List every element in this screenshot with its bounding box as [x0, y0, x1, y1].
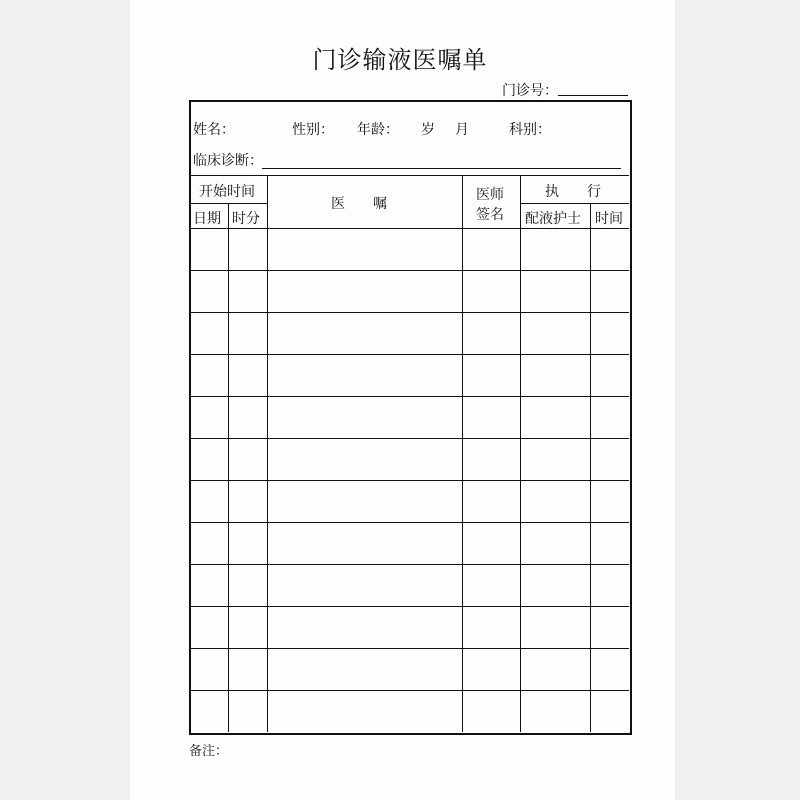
- visit-number-field[interactable]: [558, 95, 628, 96]
- age-year-unit: 岁: [421, 122, 435, 138]
- table-cell[interactable]: [591, 649, 628, 689]
- table-cell[interactable]: [268, 649, 461, 689]
- header-order: 医 嘱: [331, 196, 387, 212]
- table-cell[interactable]: [521, 313, 589, 353]
- table-cell[interactable]: [191, 439, 227, 479]
- table-cell[interactable]: [591, 523, 628, 563]
- sex-label: 性别：: [292, 122, 334, 138]
- table-cell[interactable]: [591, 271, 628, 311]
- table-cell[interactable]: [521, 355, 589, 395]
- diagnosis-field[interactable]: [262, 168, 621, 169]
- table-cell[interactable]: [463, 607, 519, 647]
- table-cell[interactable]: [268, 229, 461, 269]
- header-time-hm: 时分: [232, 211, 260, 227]
- table-cell[interactable]: [591, 397, 628, 437]
- form-title: 门诊输液医嘱单: [312, 46, 488, 74]
- table-cell[interactable]: [191, 607, 227, 647]
- remark-label: 备注：: [189, 744, 229, 759]
- table-cell[interactable]: [191, 397, 227, 437]
- table-cell[interactable]: [463, 481, 519, 521]
- table-cell[interactable]: [268, 355, 461, 395]
- table-cell[interactable]: [463, 229, 519, 269]
- table-cell[interactable]: [229, 397, 266, 437]
- table-cell[interactable]: [521, 271, 589, 311]
- table-cell[interactable]: [591, 691, 628, 731]
- table-cell[interactable]: [268, 271, 461, 311]
- table-cell[interactable]: [591, 565, 628, 605]
- table-cell[interactable]: [268, 565, 461, 605]
- table-cell[interactable]: [191, 649, 227, 689]
- table-cell[interactable]: [591, 229, 628, 269]
- table-cell[interactable]: [521, 607, 589, 647]
- header-top-line: [190, 175, 629, 176]
- table-cell[interactable]: [268, 607, 461, 647]
- table-cell[interactable]: [191, 229, 227, 269]
- header-nurse: 配液护士: [525, 211, 581, 227]
- table-cell[interactable]: [463, 691, 519, 731]
- table-cell[interactable]: [191, 313, 227, 353]
- table-cell[interactable]: [229, 271, 266, 311]
- department-label: 科别：: [509, 122, 551, 138]
- table-cell[interactable]: [463, 313, 519, 353]
- table-cell[interactable]: [191, 691, 227, 731]
- execute-subline: [520, 203, 629, 204]
- age-month-unit: 月: [455, 122, 469, 138]
- table-cell[interactable]: [591, 439, 628, 479]
- table-cell[interactable]: [268, 313, 461, 353]
- table-cell[interactable]: [521, 649, 589, 689]
- name-label: 姓名：: [193, 122, 235, 138]
- table-cell[interactable]: [229, 439, 266, 479]
- table-cell[interactable]: [229, 229, 266, 269]
- header-date: 日期: [193, 211, 221, 227]
- table-cell[interactable]: [268, 397, 461, 437]
- table-cell[interactable]: [521, 523, 589, 563]
- table-cell[interactable]: [229, 649, 266, 689]
- table-cell[interactable]: [463, 355, 519, 395]
- table-cell[interactable]: [463, 439, 519, 479]
- header-doctor-line2: 签名: [476, 207, 504, 223]
- table-cell[interactable]: [591, 355, 628, 395]
- table-cell[interactable]: [229, 565, 266, 605]
- table-cell[interactable]: [463, 271, 519, 311]
- table-cell[interactable]: [521, 439, 589, 479]
- table-cell[interactable]: [229, 523, 266, 563]
- table-cell[interactable]: [463, 523, 519, 563]
- header-exec-time: 时间: [595, 211, 623, 227]
- table-cell[interactable]: [229, 691, 266, 731]
- table-cell[interactable]: [521, 565, 589, 605]
- table-cell[interactable]: [463, 565, 519, 605]
- table-cell[interactable]: [591, 607, 628, 647]
- table-cell[interactable]: [268, 523, 461, 563]
- diagnosis-label: 临床诊断：: [193, 153, 263, 169]
- table-cell[interactable]: [229, 313, 266, 353]
- table-cell[interactable]: [591, 481, 628, 521]
- table-cell[interactable]: [268, 691, 461, 731]
- table-cell[interactable]: [268, 481, 461, 521]
- table-cell[interactable]: [521, 229, 589, 269]
- header-execute: 执 行: [545, 184, 601, 200]
- table-cell[interactable]: [591, 313, 628, 353]
- table-cell[interactable]: [521, 397, 589, 437]
- age-label: 年龄：: [357, 122, 399, 138]
- header-doctor-line1: 医师: [476, 187, 504, 203]
- table-cell[interactable]: [191, 481, 227, 521]
- table-cell[interactable]: [463, 397, 519, 437]
- table-cell[interactable]: [191, 355, 227, 395]
- table-cell[interactable]: [229, 607, 266, 647]
- table-cell[interactable]: [191, 271, 227, 311]
- visit-number-label: 门诊号：: [502, 83, 558, 99]
- table-cell[interactable]: [521, 691, 589, 731]
- table-cell[interactable]: [191, 523, 227, 563]
- table-cell[interactable]: [191, 565, 227, 605]
- table-cell[interactable]: [521, 481, 589, 521]
- table-cell[interactable]: [229, 481, 266, 521]
- header-start-time: 开始时间: [199, 184, 255, 200]
- table-cell[interactable]: [229, 355, 266, 395]
- table-cell[interactable]: [268, 439, 461, 479]
- table-cell[interactable]: [463, 649, 519, 689]
